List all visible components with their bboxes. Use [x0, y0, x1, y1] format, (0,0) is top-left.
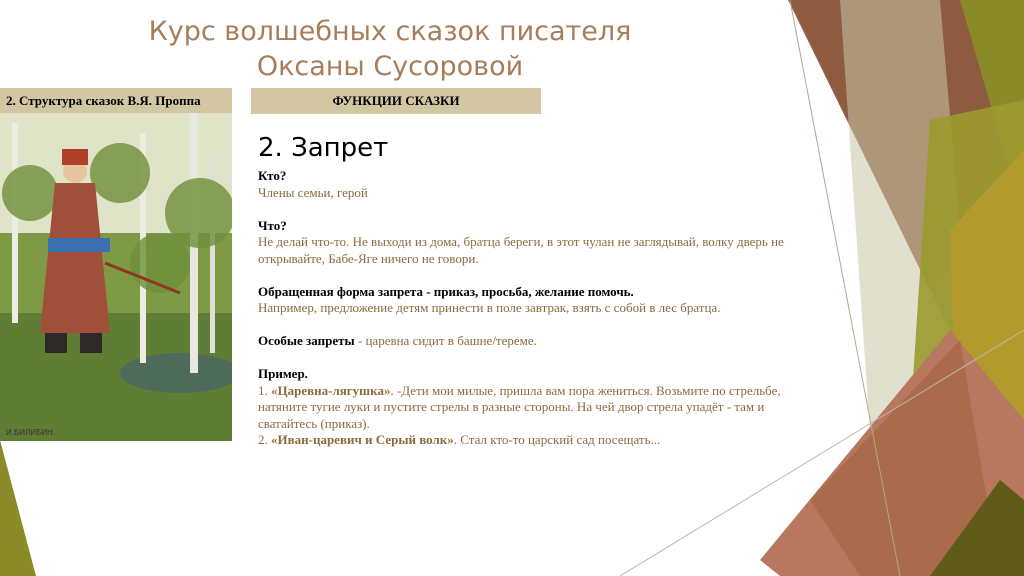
title-line-1: Курс волшебных сказок писателя — [148, 16, 632, 47]
what-label: Что? — [258, 217, 287, 233]
bilibin-illustration — [0, 113, 232, 441]
propp-structure-banner: 2. Структура сказок В.Я. Проппа — [0, 88, 232, 113]
reverse-form-text: Например, предложение детям принести в поле завтрак, взять с собой в лес братца. — [258, 300, 721, 315]
functions-banner: ФУНКЦИИ СКАЗКИ — [251, 88, 541, 114]
who-label: Кто? — [258, 168, 287, 183]
example-1-number: 1. — [258, 382, 271, 398]
special-text: - царевна сидит в башне/тереме. — [354, 333, 537, 348]
who-text: Члены семьи, герой — [258, 184, 368, 200]
example-2-number: 2. — [258, 432, 271, 447]
example-1-title: «Царевна-лягушка» — [271, 382, 391, 398]
example-label: Пример. — [258, 366, 308, 381]
example-2-text: . Стал кто-то царский сад посещать... — [453, 432, 661, 447]
special-label: Особые запреты — [258, 333, 355, 348]
illustration-signature: И.БИЛИБИН. — [6, 428, 55, 437]
title-line-2: Оксаны Сусоровой — [256, 51, 524, 82]
section-heading: 2. Запрет — [258, 133, 389, 163]
reverse-form-label: Обращенная форма запрета - приказ, просьба, желание помочь. — [258, 283, 634, 299]
example-1-text: . -Дети мои милые, пришла вам пора жениться. Возьмите по стрельбе, натяните тугие луки и пустите стрелы в разные стороны. На чей двор стрела упадёт - там и сватайтесь (приказ). — [258, 382, 781, 431]
example-2-title: «Иван-царевич и Серый волк» — [271, 432, 454, 447]
section-content — [258, 168, 818, 465]
what-text: Не делай что-то. Не выходи из дома, братца береги, в этот чулан не заглядывай, волку дверь не открывайте, Бабе-Яге ничего не говори. — [258, 234, 784, 266]
page-title — [100, 14, 680, 84]
